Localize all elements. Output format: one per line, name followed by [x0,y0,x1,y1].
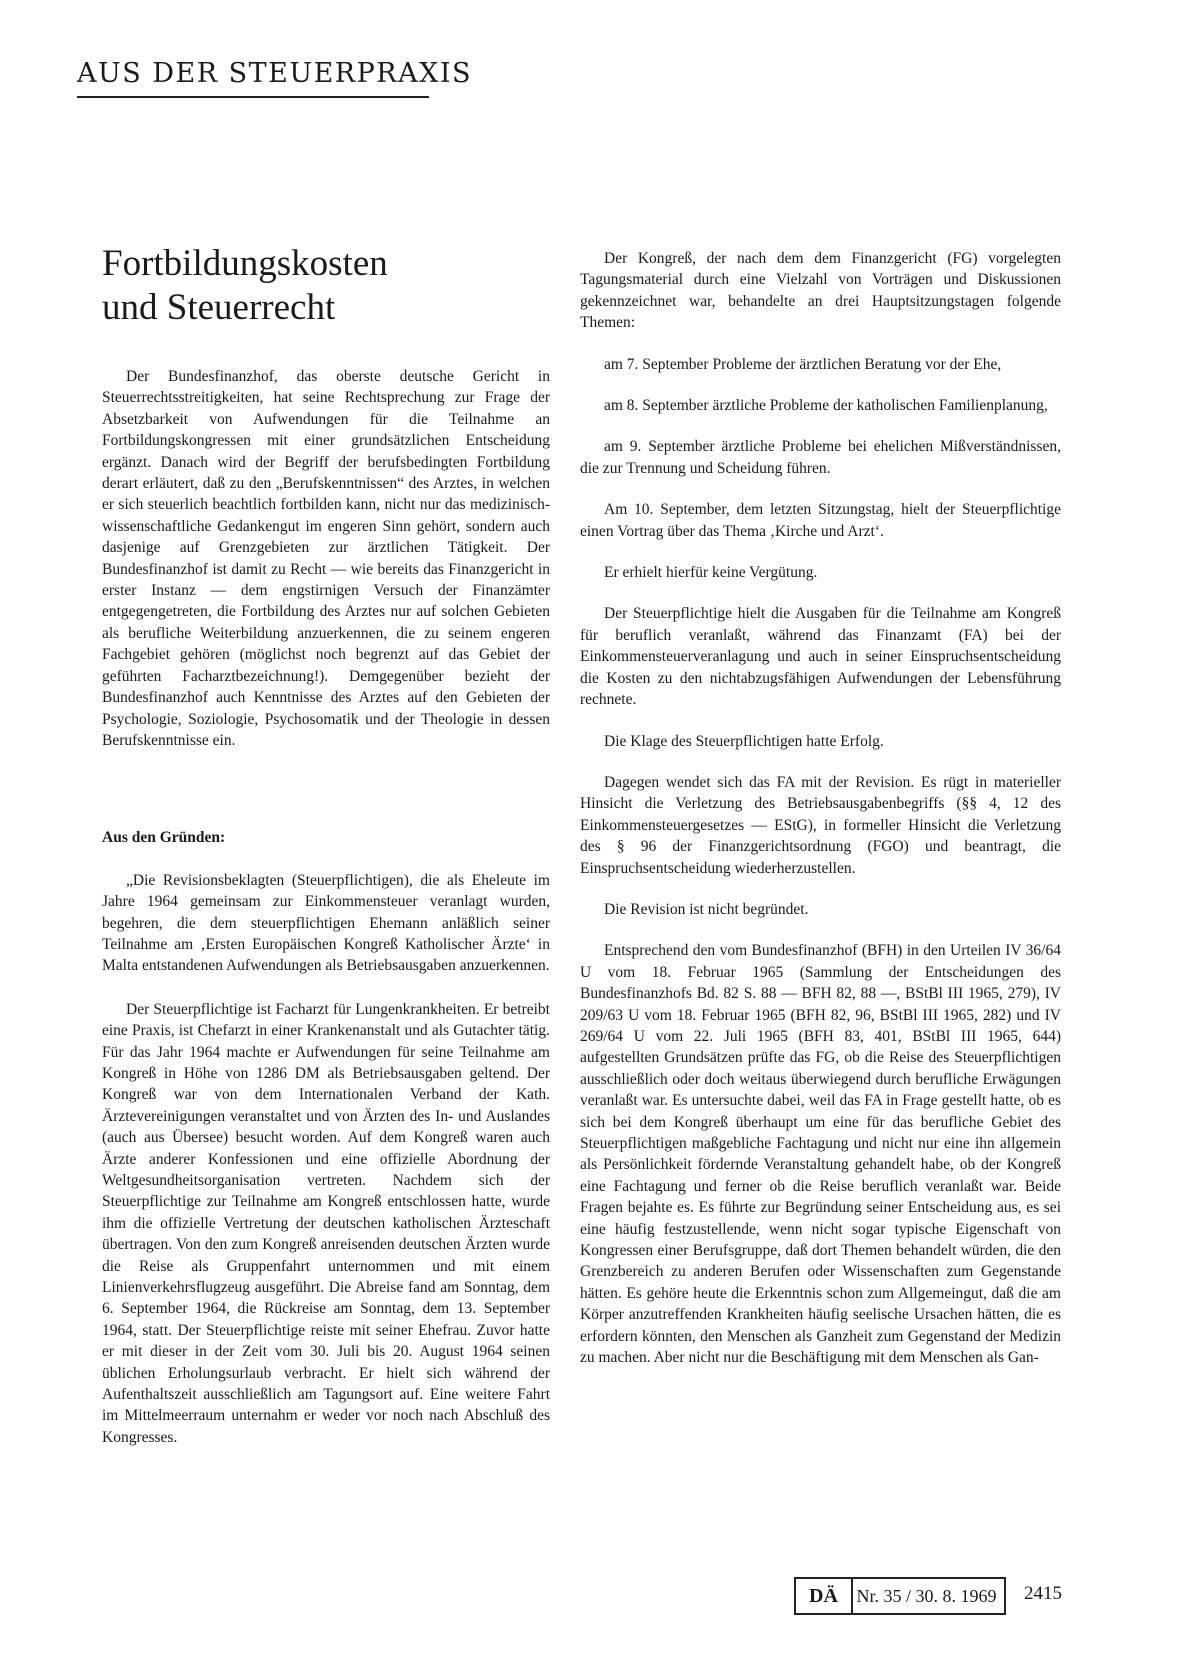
subheading: Aus den Gründen: [102,829,226,847]
article-title [102,242,388,330]
body-paragraph: am 9. September ärztliche Probleme bei ehelichen Mißverständnissen, die zur Trennung und Scheidung führen. [580,438,1061,477]
body-paragraph: am 7. September Probleme der ärztlichen Beratung vor der Ehe, [604,355,1002,373]
body-paragraph: Die Klage des Steuerpflichtigen hatte Erfolg. [604,732,884,750]
page-number: 2415 [1024,1583,1062,1604]
left-column [102,366,550,1448]
article-title-line-1: Fortbildungskosten [102,243,388,284]
body-paragraph: Der Steuerpflichtige hielt die Ausgaben für die Teilnahme am Kongreß für beruflich veranlaßt, während das Finanzamt (FA) bei der Einkommensteuerveranlagung und auch in seiner Einspruchsentscheidung die Kosten zu den nichtabzugsfähigen Aufwendungen der Lebensführung rechnete. [580,605,1061,709]
section-rule [77,96,429,98]
body-paragraph: Entsprechend den vom Bundesfinanzhof (BFH) in den Urteilen IV 36/64 U vom 18. Februar 1965 (Sammlung der Entscheidungen des Bundesfinanzhofs Bd. 82 S. 88 — BFH 82, 88 —, BStBl III 1965, 279), IV 209/63 U vom 18. Februar 1965 (BFH 82, 96, BStBl III 1965, 282) und IV 269/64 U vom 22. Juli 1965 (BFH 83, 401, BStBl III 1965, 644) aufgestellten Grundsätzen prüfte das FG, ob die Reise des Steuerpflichtigen ausschließlich oder doch weitaus überwiegend durch berufliche Erwägungen veranlaßt war. Es untersuchte dabei, weil das FA in Frage gestellt hatte, ob es sich bei dem Kongreß überhaupt um eine für das berufliche Gebiet des Steuerpflichtigen maßgebliche Fachtagung und nicht nur eine ihn allgemein als Persönlichkeit fördernde Veranstaltung gehandelt habe, ob der Kongreß eine Fachtagung und ferner ob die Reise beruflich veranlaßt war. Beide Fragen bejahte es. Es führte zur Begründung seiner Entscheidung aus, es sei eine häufig festzustellende, wenn nicht sogar typische Eigenschaft von Kongressen einer Berufsgruppe, daß dort Themen behandelt würden, die den Grenzbereich zu anderen Berufen oder Wissenschaften zum Gegenstande hätten. Es gehöre heute die Erkenntnis schon zum Allgemeingut, daß die am Körper anzutreffenden Krankheiten häufig seelische Ursachen hätten, die es erfordern könnten, den Menschen als Ganzheit zum Gegenstand der Medizin zu machen. Aber nicht nur die Beschäftigung mit dem Menschen als Gan- [580,942,1061,1367]
body-paragraph: Er erhielt hierfür keine Vergütung. [604,564,818,582]
body-paragraph: „Die Revisionsbeklagten (Steuerpflichtigen), die als Eheleute im Jahre 1964 gemeinsam zur Einkommensteuer veranlagt wurden, begehren, die dem steuerpflichtigen Ehemann anläßlich seiner Teilnahme am ‚Ersten Europäischen Kongreß Katholischer Ärzte‘ in Malta entstandenen Aufwendungen als Betriebsausgaben anzuerkennen. [102,871,550,975]
body-paragraph: Dagegen wendet sich das FA mit der Revision. Es rügt in materieller Hinsicht die Verletzung des Betriebsausgabenbegriffs (§§ 4, 12 des Einkommensteuergesetzes — EStG), in formeller Hinsicht die Verletzung des § 96 der Finanzgerichtsordnung (FGO) und beantragt, die Einspruchsentscheidung wiederherzustellen. [580,773,1061,877]
body-paragraph: am 8. September ärztliche Probleme der katholischen Familienplanung, [604,397,1048,415]
right-column [580,248,1061,1388]
issue-info: Nr. 35 / 30. 8. 1969 [849,1577,1006,1615]
journal-abbreviation: DÄ [794,1577,853,1615]
section-title: AUS DER STEUERPRAXIS [77,58,472,89]
lead-paragraph: Der Bundesfinanzhof, das oberste deutsche Gericht in Steuerrechtsstreitigkeiten, hat seine Rechtsprechung zur Frage der Absetzbarkeit von Aufwendungen für die Teilnahme an Fortbildungskongressen mit einer grundsätzlichen Entscheidung ergänzt. Danach wird der Begriff der berufsbedingten Fortbildung derart erläutert, daß zu den „Berufskenntnissen“ des Arztes, in welchen er sich steuerlich beachtlich fortbilden kann, nicht nur das medizinisch-wissenschaftliche Gedankengut im engeren Sinn gehört, sondern auch dasjenige auf Grenzgebieten zur ärztlichen Tätigkeit. Der Bundesfinanzhof ist damit zu Recht — wie bereits das Finanzgericht in erster Instanz — dem engstirnigen Versuch der Finanzämter entgegengetreten, die Fortbildung des Arztes nur auf solchen Gebieten als berufliche Weiterbildung anzuerkennen, die zu seinem engeren Fachgebiet gehören (möglichst noch begrenzt auf das Gebiet der geführten Facharztbezeichnung!). Demgegenüber bezieht der Bundesfinanzhof auch Kenntnisse des Arztes auf den Gebieten der Psychologie, Soziologie, Psychosomatik und der Theologie in dessen Berufskenntnisse ein. [102,368,550,749]
body-paragraph: Die Revision ist nicht begründet. [604,900,809,918]
body-paragraph: Der Kongreß, der nach dem dem Finanzgericht (FG) vorgelegten Tagungsmaterial durch eine Vielzahl von Vorträgen und Diskussionen gekennzeichnet war, behandelte an drei Hauptsitzungstagen folgende Themen: [580,250,1061,332]
body-paragraph: Der Steuerpflichtige ist Facharzt für Lungenkrankheiten. Er betreibt eine Praxis, ist Chefarzt in einer Krankenanstalt und als Gutachter tätig. Für das Jahr 1964 machte er Aufwendungen für seine Teilnahme am Kongreß in Höhe von 1286 DM als Betriebsausgaben geltend. Der Kongreß war von dem Internationalen Verband der Kath. Ärztevereinigungen veranstaltet und von Ärzten des In- und Auslandes (auch aus Übersee) besucht worden. Auf dem Kongreß waren auch Ärzte anderer Konfessionen und eine offizielle Abordnung der Weltgesundheitsorganisation vertreten. Nachdem sich der Steuerpflichtige zur Teilnahme am Kongreß entschlossen hatte, wurde ihm die offizielle Vertretung der deutschen katholischen Ärzteschaft übertragen. Von den zum Kongreß anreisenden deutschen Ärzten wurde die Reise als Gruppenfahrt unternommen und mit einem Linienverkehrsflugzeug ausgeführt. Die Abreise fand am Sonntag, dem 6. September 1964, die Rückreise am Sonntag, dem 13. September 1964, statt. Der Steuerpflichtige reiste mit seiner Ehefrau. Zuvor hatte er mit dieser in der Zeit vom 30. Juli bis 20. August 1964 seinen üblichen Erholungsurlaub verbracht. Er hielt sich während der Aufenthaltszeit ausschließlich am Tagungsort auf. Eine weitere Fahrt im Mittelmeerraum unternahm er weder vor noch nach Abschluß des Kongresses. [102,1000,550,1446]
article-title-line-2: und Steuerrecht [102,287,336,328]
body-paragraph: Am 10. September, dem letzten Sitzungstag, hielt der Steuerpflichtige einen Vortrag über das Thema ‚Kirche und Arzt‘. [580,501,1061,540]
